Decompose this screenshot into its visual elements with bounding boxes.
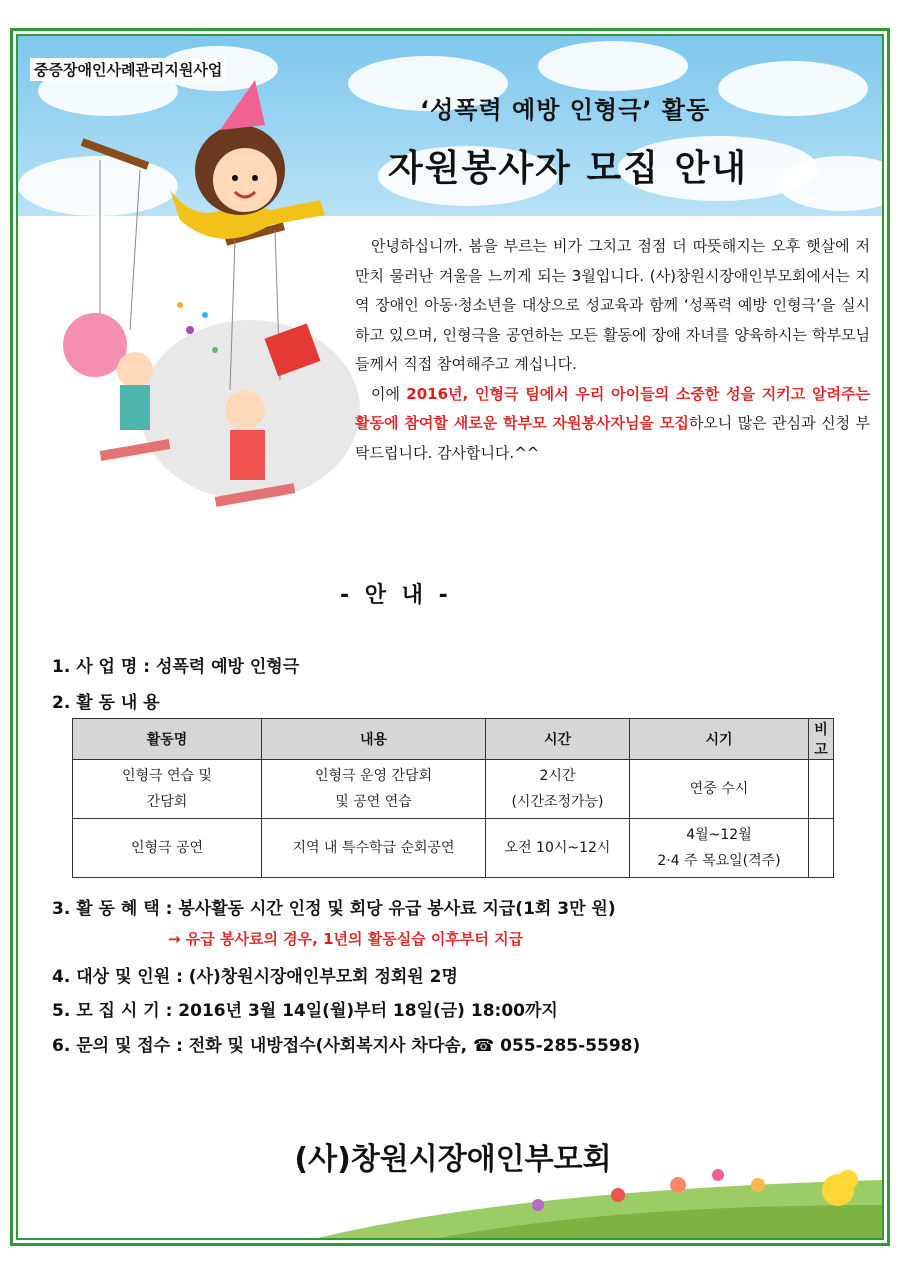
table-cell: 오전 10시~12시 [486, 819, 630, 878]
table-cell: 2시간 (시간조정가능) [486, 760, 630, 819]
table-cell: 4월~12월 2·4 주 목요일(격주) [630, 819, 809, 878]
activity-table [72, 718, 834, 878]
benefits-note: → 유급 봉사료의 경우, 1년의 활동실습 이후부터 지급 [168, 930, 524, 948]
col-header: 비고 [809, 719, 834, 760]
program-label: 중증장애인사례관리지원사업 [30, 58, 226, 81]
table-cell [809, 760, 834, 819]
item-target: 4. 대상 및 인원 : (사)창원시장애인부모회 정회원 2명 [52, 967, 458, 987]
table-cell: 지역 내 특수학급 순회공연 [262, 819, 486, 878]
col-header: 시간 [486, 719, 630, 760]
table-cell: 연중 수시 [630, 760, 809, 819]
item-project-name: 1. 사 업 명 : 성폭력 예방 인형극 [52, 657, 300, 677]
col-header: 시기 [630, 719, 809, 760]
col-header: 활동명 [73, 719, 262, 760]
item-activity-content: 2. 활 동 내 용 [52, 693, 160, 713]
intro-paragraph-2: 이에 2016년, 인형극 팀에서 우리 아이들의 소중한 성을 지키고 알려주는 활동에 참여할 새로운 학부모 자원봉사자님을 모집하오니 많은 관심과 신청 부탁드립니다. 감사합니다.^^ [355, 384, 870, 462]
table-cell: 인형극 운영 간담회 및 공연 연습 [262, 760, 486, 819]
section-heading: - 안 내 - [340, 583, 452, 608]
puppeteer-illustration [40, 80, 360, 510]
item-benefits: 3. 활 동 혜 택 : 봉사활동 시간 인정 및 회당 유급 봉사료 지급(1회 3만 원) [52, 899, 616, 919]
table-cell: 인형극 연습 및 간담회 [73, 760, 262, 819]
table-cell [809, 819, 834, 878]
item-contact: 6. 문의 및 접수 : 전화 및 내방접수(사회복지사 차다솜, ☎ 055-285-5598) [52, 1036, 641, 1056]
table-header-row [73, 719, 834, 760]
col-header: 내용 [262, 719, 486, 760]
intro-text [355, 232, 870, 468]
item-recruit-period: 5. 모 집 시 기 : 2016년 3월 14일(월)부터 18일(금) 18:00까지 [52, 1001, 558, 1021]
intro-paragraph-1: 안녕하십니까. 봄을 부르는 비가 그치고 점점 더 따뜻해지는 오후 햇살에 저만치 물러난 겨울을 느끼게 되는 3월입니다. (사)창원시장애인부모회에서는 지역 장애인 아동·청소년을 대상으로 성교육과 함께 ‘성폭력 예방 인형극’을 실시하고 있으며, 인형극을 공연하는 모든 활동에 장애 자녀를 양육하시는 학부모님들께서 직접 참여해주고 계십니다. [355, 237, 870, 373]
table-row [73, 760, 834, 819]
highlight-text: 2016년, 인형극 팀에서 우리 아이들의 소중한 성을 지키고 알려주는 활동에 참여할 새로운 학부모 자원봉사자님을 모집 [355, 384, 870, 432]
page-title: 자원봉사자 모집 안내 [388, 148, 749, 189]
table-cell: 인형극 공연 [73, 819, 262, 878]
footer-organization: (사)창원시장애인부모회 [294, 1142, 612, 1177]
subtitle: ‘성폭력 예방 인형극’ 활동 [420, 96, 711, 124]
table-row [73, 819, 834, 878]
